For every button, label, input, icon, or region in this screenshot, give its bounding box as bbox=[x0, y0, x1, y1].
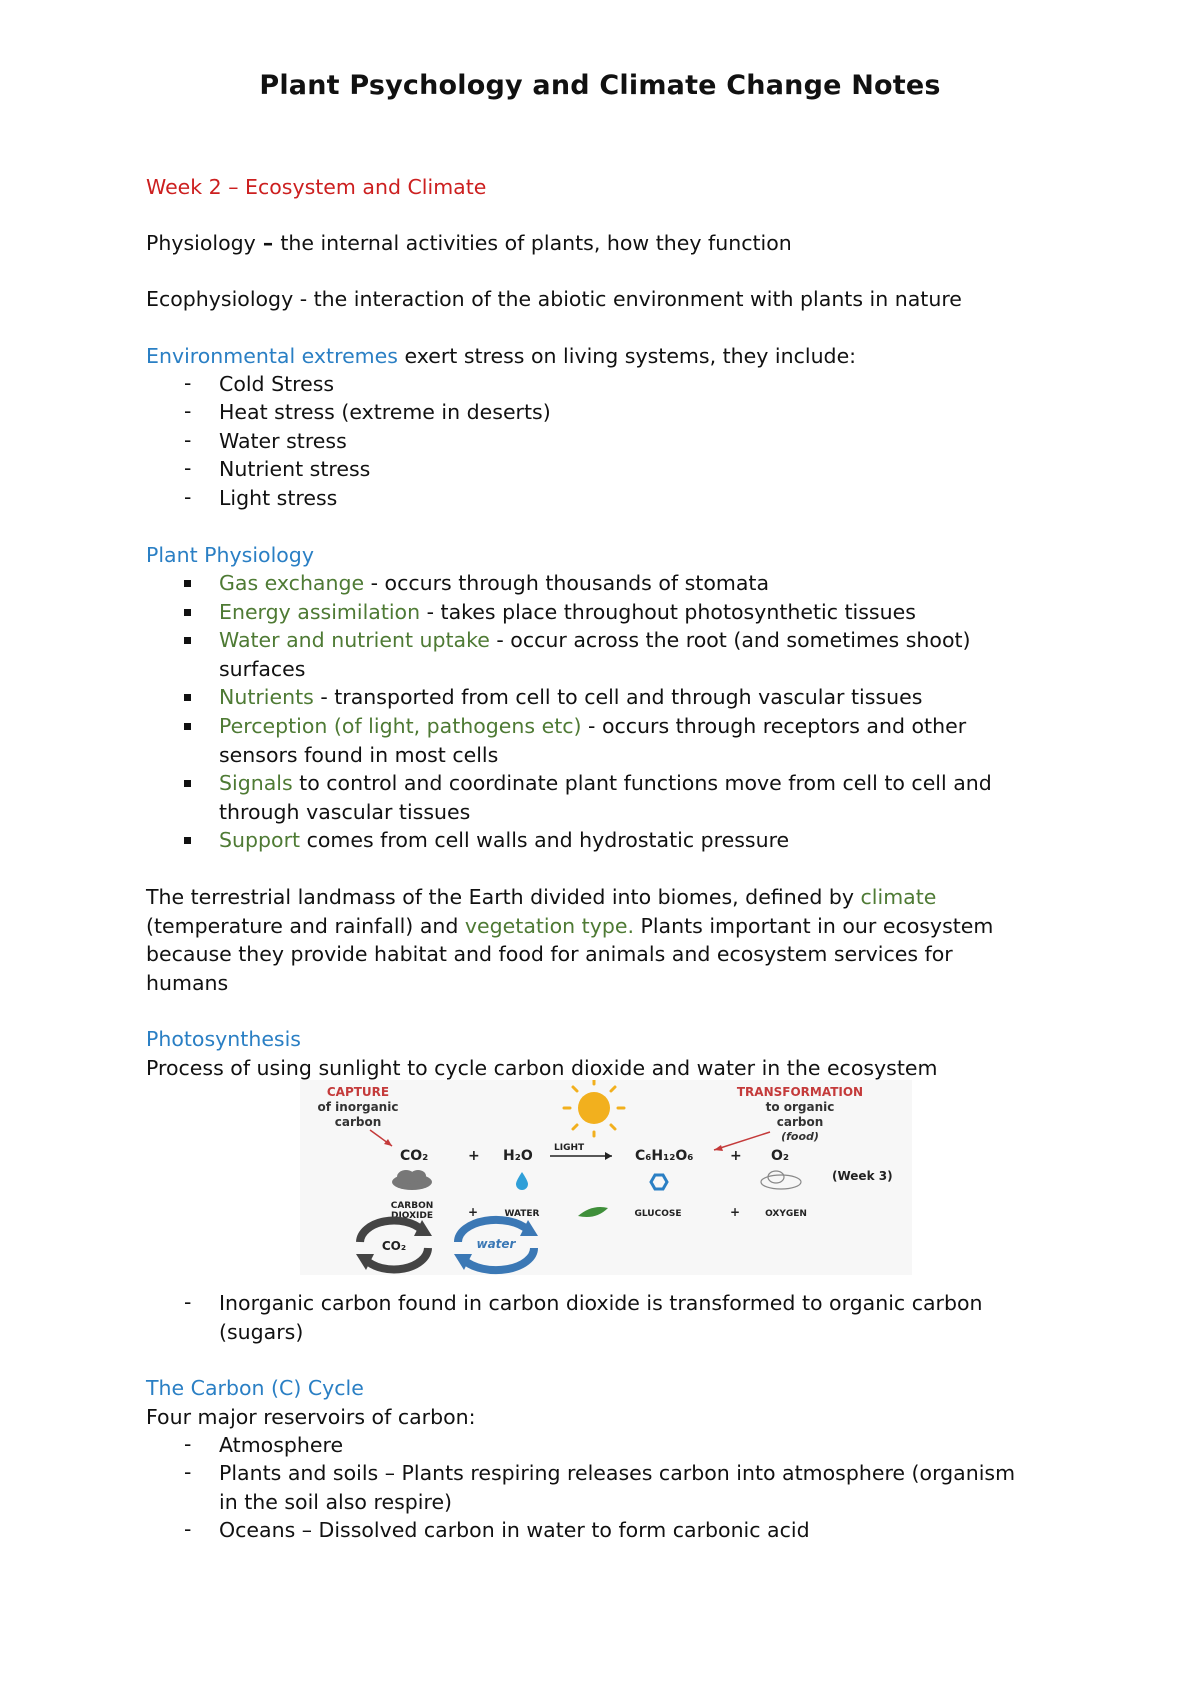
ecophysiology-definition bbox=[146, 285, 962, 314]
physiology-term: Physiology bbox=[146, 231, 256, 255]
list-item-continuation: surfaces bbox=[219, 657, 306, 681]
list-item: Atmosphere bbox=[219, 1433, 344, 1457]
o2-formula: O₂ bbox=[771, 1148, 790, 1164]
list-item: Oceans – Dissolved carbon in water to form carbonic acid bbox=[219, 1518, 810, 1542]
list-item: Support comes from cell walls and hydrostatic pressure bbox=[219, 828, 790, 852]
document-title: Plant Psychology and Climate Change Notes bbox=[259, 70, 941, 101]
carbon-dioxide-label-2: DIOXIDE bbox=[390, 1211, 434, 1221]
list-item: Nutrients - transported from cell to cell and through vascular tissues bbox=[219, 685, 923, 709]
plant-physiology-heading: Plant Physiology bbox=[146, 543, 314, 567]
extremes-term: Environmental extremes bbox=[146, 344, 398, 368]
week3-label: (Week 3) bbox=[832, 1169, 893, 1183]
capture-label-2: of inorganic bbox=[317, 1100, 399, 1114]
photosynthesis-diagram bbox=[300, 1080, 912, 1275]
ecophysiology-term: Ecophysiology bbox=[146, 287, 294, 311]
list-item-continuation: in the soil also respire) bbox=[219, 1490, 453, 1514]
transformation-label-3: carbon bbox=[776, 1115, 824, 1129]
list-item: Water and nutrient uptake - occur across the root (and sometimes shoot) bbox=[219, 628, 971, 652]
list-item: Gas exchange - occurs through thousands of stomata bbox=[219, 571, 769, 595]
dash-bullet: - bbox=[184, 371, 192, 395]
capture-label: CAPTURE bbox=[326, 1085, 390, 1099]
list-item: Inorganic carbon found in carbon dioxide is transformed to organic carbon bbox=[219, 1291, 983, 1315]
biomes-line: humans bbox=[146, 971, 229, 995]
week-heading: Week 2 – Ecosystem and Climate bbox=[146, 175, 487, 199]
list-item-continuation: sensors found in most cells bbox=[219, 743, 499, 767]
h2o-formula: H₂O bbox=[503, 1148, 533, 1164]
biomes-line: (temperature and rainfall) and vegetation type. Plants important in our ecosystem bbox=[146, 914, 994, 938]
dash-bullet: - bbox=[184, 428, 192, 452]
dash-bullet: - bbox=[184, 456, 192, 480]
cycle-co2-label: CO₂ bbox=[381, 1239, 407, 1253]
dash-bullet: - bbox=[184, 485, 192, 509]
extremes-text: exert stress on living systems, they include: bbox=[397, 344, 857, 368]
transformation-label-2: to organic bbox=[765, 1100, 835, 1114]
list-item-continuation: (sugars) bbox=[219, 1320, 304, 1344]
physiology-definition bbox=[146, 229, 792, 258]
photosynthesis-heading: Photosynthesis bbox=[146, 1027, 301, 1051]
carbon-dioxide-label: CARBON bbox=[390, 1201, 434, 1211]
list-item: Nutrient stress bbox=[219, 457, 371, 481]
co2-formula: CO₂ bbox=[400, 1148, 429, 1164]
glucose-label: GLUCOSE bbox=[634, 1209, 682, 1219]
list-item: Energy assimilation - takes place throughout photosynthetic tissues bbox=[219, 600, 916, 624]
oxygen-label: OXYGEN bbox=[765, 1209, 807, 1219]
biomes-line: The terrestrial landmass of the Earth divided into biomes, defined by climate bbox=[146, 885, 937, 909]
list-item: Light stress bbox=[219, 486, 338, 510]
transformation-label: TRANSFORMATION bbox=[736, 1085, 864, 1099]
physiology-text: the internal activities of plants, how they function bbox=[280, 231, 792, 255]
square-bullet bbox=[184, 723, 191, 730]
glucose-formula: C₆H₁₂O₆ bbox=[635, 1148, 694, 1164]
capture-label-3: carbon bbox=[334, 1115, 382, 1129]
dash-bullet: - bbox=[184, 399, 192, 423]
plus-sign: + bbox=[730, 1205, 741, 1219]
list-item: Heat stress (extreme in deserts) bbox=[219, 400, 551, 424]
square-bullet bbox=[184, 780, 191, 787]
square-bullet bbox=[184, 837, 191, 844]
square-bullet bbox=[184, 609, 191, 616]
list-item-continuation: through vascular tissues bbox=[219, 800, 471, 824]
dash-bullet: - bbox=[184, 1432, 192, 1456]
plus-sign: + bbox=[468, 1205, 479, 1219]
dash-bullet: - bbox=[184, 1290, 192, 1314]
physiology-separator: – bbox=[255, 231, 281, 255]
carbon-cycle-heading: The Carbon (C) Cycle bbox=[146, 1376, 364, 1400]
photosynthesis-text: Process of using sunlight to cycle carbon dioxide and water in the ecosystem bbox=[146, 1056, 938, 1080]
list-item: Water stress bbox=[219, 429, 347, 453]
carbon-cycle-intro: Four major reservoirs of carbon: bbox=[146, 1405, 476, 1429]
dash-bullet: - bbox=[184, 1460, 192, 1484]
extremes-intro bbox=[146, 342, 856, 371]
cycle-water-label: water bbox=[476, 1237, 516, 1251]
ecophysiology-text: - the interaction of the abiotic environment with plants in nature bbox=[293, 287, 962, 311]
list-item: Signals to control and coordinate plant functions move from cell to cell and bbox=[219, 771, 992, 795]
list-item: Perception (of light, pathogens etc) - occurs through receptors and other bbox=[219, 714, 967, 738]
plus-sign: + bbox=[730, 1148, 742, 1164]
dash-bullet: - bbox=[184, 1517, 192, 1541]
square-bullet bbox=[184, 637, 191, 644]
transformation-label-4: (food) bbox=[781, 1130, 819, 1143]
square-bullet bbox=[184, 580, 191, 587]
plus-sign: + bbox=[468, 1148, 480, 1164]
light-label: LIGHT bbox=[554, 1143, 585, 1153]
square-bullet bbox=[184, 694, 191, 701]
list-item: Plants and soils – Plants respiring releases carbon into atmosphere (organism bbox=[219, 1461, 1016, 1485]
biomes-line: because they provide habitat and food for animals and ecosystem services for bbox=[146, 942, 953, 966]
water-label: WATER bbox=[504, 1209, 540, 1219]
list-item: Cold Stress bbox=[219, 372, 335, 396]
